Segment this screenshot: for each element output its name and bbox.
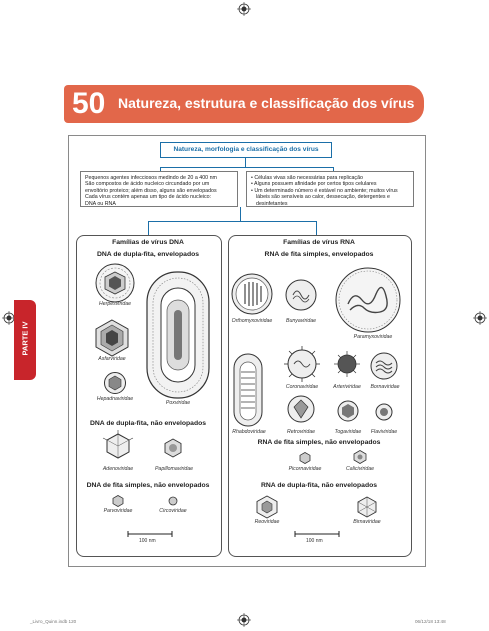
registration-mark-top-icon	[237, 2, 251, 16]
info-box-left	[80, 171, 238, 207]
diagram-title: Natureza, morfologia e classificação dos vírus	[160, 142, 332, 158]
rna-heading: Famílias de vírus RNA	[283, 239, 355, 246]
info-line: São compostos de ácido nucleico circundado por um	[85, 181, 210, 188]
dna-scale-bar	[127, 531, 173, 537]
connector-line	[240, 207, 241, 221]
bunyaviridae-label: Bunyaviridae	[286, 318, 316, 324]
flaviviridae-label: Flaviviridae	[370, 429, 398, 435]
chapter-header	[64, 85, 424, 123]
registration-mark-bottom-icon	[237, 613, 251, 627]
rna-group2-heading: RNA de fita simples, não envelopados	[257, 439, 381, 446]
bunyaviridae-illustration	[284, 278, 318, 312]
togaviridae-label: Togaviridae	[334, 429, 362, 435]
rna-scale-label: 100 nm	[306, 538, 323, 544]
papillomaviridae-illustration	[163, 438, 183, 458]
footer-timestamp: 06/12/18 13:48	[415, 619, 446, 624]
caliciviridae-label: Caliciviridae	[346, 466, 374, 472]
asfarviridae-illustration	[92, 318, 132, 358]
orthomyxoviridae-label: Orthomyxoviridae	[231, 318, 273, 324]
info-line: envoltório proteico; além disso, alguns são envelopados	[85, 187, 217, 194]
info-line: Cada vírus contém apenas um tipo de ácido nucleico:	[85, 194, 212, 201]
chapter-number: 50	[72, 87, 106, 120]
info-line: DNA ou RNA	[85, 200, 116, 207]
adenoviridae-label: Adenoviridae	[102, 466, 134, 472]
footer-file-name: _Livro_Quinn.indb 120	[30, 619, 77, 624]
reoviridae-illustration	[255, 495, 279, 519]
connector-line	[160, 167, 333, 168]
rna-group3-heading: RNA de dupla-fita, não envelopados	[260, 482, 378, 489]
arteriviridae-illustration	[333, 350, 361, 378]
chapter-title: Natureza, estrutura e classificação dos vírus	[118, 95, 415, 111]
papillomaviridae-label: Papillomaviridae	[154, 466, 194, 472]
orthomyxoviridae-illustration	[230, 272, 274, 316]
rna-scale-bar	[294, 531, 340, 537]
dna-group2-heading: DNA de dupla-fita, não envelopados	[89, 420, 207, 427]
poxviridae-illustration	[145, 270, 211, 400]
flaviviridae-illustration	[375, 403, 393, 421]
hepadnaviridae-illustration	[103, 371, 127, 395]
retroviridae-illustration	[286, 394, 316, 424]
info-line: • Um determinado número é estável no ambiente; muitos vírus	[251, 187, 398, 194]
togaviridae-illustration	[337, 400, 359, 422]
rhabdoviridae-illustration	[232, 352, 264, 428]
dna-group3-heading: DNA de fita simples, não envelopados	[86, 482, 210, 489]
side-tab	[14, 300, 36, 380]
info-line: lábeis são sensíveis ao calor, dessecação, detergentes e desinfetantes	[256, 194, 390, 207]
arteriviridae-label: Arteriviridae	[333, 384, 361, 390]
paramyxoviridae-illustration	[332, 266, 404, 334]
info-box-right	[246, 171, 414, 207]
connector-line	[148, 221, 316, 222]
poxviridae-label: Poxviridae	[165, 400, 191, 406]
paramyxoviridae-label: Paramyxoviridae	[353, 334, 393, 340]
registration-mark-right-icon	[473, 311, 487, 325]
caliciviridae-illustration	[353, 450, 367, 464]
asfarviridae-label: Asfarviridae	[98, 356, 126, 362]
dna-scale-label: 100 nm	[139, 538, 156, 544]
rna-group1-heading: RNA de fita simples, envelopados	[264, 251, 374, 258]
picornaviridae-label: Picornaviridae	[288, 466, 322, 472]
retroviridae-label: Retroviridae	[287, 429, 315, 435]
birnaviridae-label: Birnaviridae	[353, 519, 381, 525]
adenoviridae-illustration	[104, 432, 132, 460]
parvoviridae-label: Parvoviridae	[103, 508, 133, 514]
circoviridae-illustration	[168, 496, 178, 506]
info-line: • Alguns possuem afinidade por certos tipos celulares	[251, 181, 377, 188]
reoviridae-label: Reoviridae	[254, 519, 280, 525]
connector-line	[148, 221, 149, 235]
side-tab-label: PARTE IV	[20, 321, 30, 356]
parvoviridae-illustration	[112, 495, 124, 507]
dna-heading: Famílias de vírus DNA	[112, 239, 184, 246]
info-line: • Células vivas são necessárias para replicação	[251, 175, 363, 181]
herpesviridae-label: Herpesviridae	[98, 301, 131, 307]
bornaviridae-illustration	[369, 351, 399, 381]
herpesviridae-illustration	[94, 262, 136, 304]
connector-line	[245, 157, 246, 167]
picornaviridae-illustration	[299, 452, 311, 464]
hepadnaviridae-label: Hepadnaviridae	[96, 396, 134, 402]
coronaviridae-illustration	[282, 344, 322, 384]
coronaviridae-label: Coronaviridae	[285, 384, 319, 390]
connector-line	[316, 221, 317, 235]
birnaviridae-illustration	[356, 496, 378, 518]
rhabdoviridae-label: Rhabdoviridae	[232, 429, 266, 435]
info-line: Pequenos agentes infecciosos medindo de 20 a 400 nm	[85, 175, 217, 181]
bornaviridae-label: Bornaviridae	[370, 384, 400, 390]
circoviridae-label: Circoviridae	[159, 508, 187, 514]
dna-group1-heading: DNA de dupla-fita, envelopados	[96, 251, 200, 258]
